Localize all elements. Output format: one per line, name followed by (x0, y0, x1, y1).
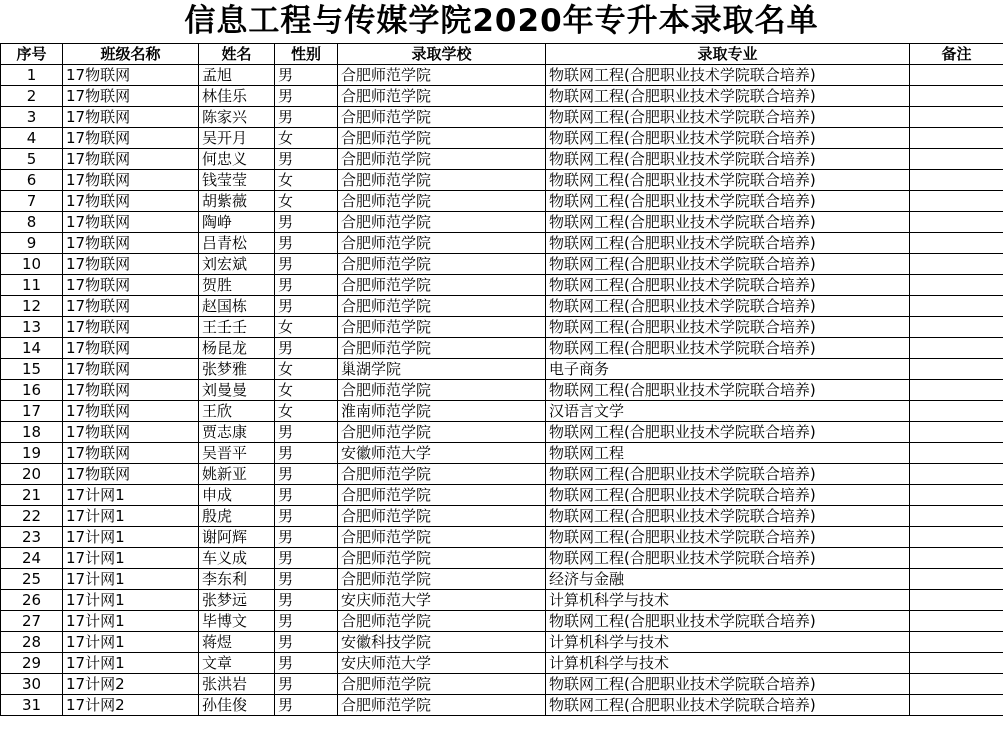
table-row (1, 611, 1003, 632)
cell-index[interactable]: 8 (1, 212, 63, 233)
admission-table (0, 43, 1003, 716)
cell-class[interactable]: 17物联网 (63, 65, 199, 86)
cell-remark[interactable] (910, 485, 1003, 506)
table-row (1, 590, 1003, 611)
cell-index[interactable]: 12 (1, 296, 63, 317)
cell-name[interactable]: 李东利 (199, 569, 275, 590)
cell-major[interactable]: 计算机科学与技术 (546, 590, 910, 611)
cell-gender[interactable]: 女 (275, 380, 338, 401)
cell-name[interactable]: 刘曼曼 (199, 380, 275, 401)
cell-gender[interactable]: 男 (275, 296, 338, 317)
cell-school[interactable]: 合肥师范学院 (338, 527, 546, 548)
cell-class[interactable]: 17计网2 (63, 674, 199, 695)
table-row (1, 653, 1003, 674)
cell-gender[interactable]: 女 (275, 317, 338, 338)
cell-school[interactable]: 合肥师范学院 (338, 212, 546, 233)
cell-name[interactable]: 毕博文 (199, 611, 275, 632)
cell-index[interactable]: 26 (1, 590, 63, 611)
cell-name[interactable]: 贾志康 (199, 422, 275, 443)
cell-name[interactable]: 贺胜 (199, 275, 275, 296)
cell-index[interactable]: 30 (1, 674, 63, 695)
cell-major[interactable]: 电子商务 (546, 359, 910, 380)
cell-name[interactable]: 孟旭 (199, 65, 275, 86)
cell-school[interactable]: 合肥师范学院 (338, 338, 546, 359)
cell-gender[interactable]: 女 (275, 191, 338, 212)
cell-gender[interactable]: 男 (275, 527, 338, 548)
table-row (1, 422, 1003, 443)
table-row (1, 107, 1003, 128)
cell-major[interactable]: 物联网工程(合肥职业技术学院联合培养) (546, 65, 910, 86)
cell-class[interactable]: 17计网1 (63, 569, 199, 590)
cell-major[interactable]: 物联网工程(合肥职业技术学院联合培养) (546, 674, 910, 695)
cell-major[interactable]: 物联网工程(合肥职业技术学院联合培养) (546, 296, 910, 317)
table-row (1, 569, 1003, 590)
cell-class[interactable]: 17计网1 (63, 548, 199, 569)
cell-school[interactable]: 合肥师范学院 (338, 695, 546, 716)
cell-remark[interactable] (910, 128, 1003, 149)
cell-gender[interactable]: 男 (275, 485, 338, 506)
cell-index[interactable]: 3 (1, 107, 63, 128)
cell-gender[interactable]: 男 (275, 107, 338, 128)
cell-class[interactable]: 17物联网 (63, 128, 199, 149)
cell-major[interactable]: 物联网工程(合肥职业技术学院联合培养) (546, 149, 910, 170)
cell-name[interactable]: 刘宏斌 (199, 254, 275, 275)
cell-index[interactable]: 19 (1, 443, 63, 464)
cell-class[interactable]: 17物联网 (63, 317, 199, 338)
cell-school[interactable]: 合肥师范学院 (338, 485, 546, 506)
table-body (1, 65, 1003, 716)
cell-class[interactable]: 17计网1 (63, 611, 199, 632)
cell-gender[interactable]: 男 (275, 149, 338, 170)
cell-index[interactable]: 22 (1, 506, 63, 527)
cell-name[interactable]: 孙佳俊 (199, 695, 275, 716)
cell-major[interactable]: 物联网工程(合肥职业技术学院联合培养) (546, 128, 910, 149)
cell-remark[interactable] (910, 443, 1003, 464)
cell-remark[interactable] (910, 527, 1003, 548)
cell-major[interactable]: 物联网工程(合肥职业技术学院联合培养) (546, 170, 910, 191)
cell-major[interactable]: 物联网工程(合肥职业技术学院联合培养) (546, 275, 910, 296)
cell-index[interactable]: 2 (1, 86, 63, 107)
table-row (1, 275, 1003, 296)
cell-gender[interactable]: 女 (275, 170, 338, 191)
cell-gender[interactable]: 男 (275, 695, 338, 716)
cell-index[interactable]: 5 (1, 149, 63, 170)
cell-remark[interactable] (910, 212, 1003, 233)
cell-remark[interactable] (910, 65, 1003, 86)
cell-school[interactable]: 合肥师范学院 (338, 254, 546, 275)
cell-school[interactable]: 安徽师范大学 (338, 443, 546, 464)
cell-class[interactable]: 17物联网 (63, 359, 199, 380)
cell-major[interactable]: 物联网工程(合肥职业技术学院联合培养) (546, 380, 910, 401)
cell-gender[interactable]: 女 (275, 359, 338, 380)
cell-class[interactable]: 17物联网 (63, 275, 199, 296)
cell-remark[interactable] (910, 674, 1003, 695)
table-row (1, 233, 1003, 254)
cell-gender[interactable]: 男 (275, 338, 338, 359)
cell-remark[interactable] (910, 296, 1003, 317)
cell-remark[interactable] (910, 338, 1003, 359)
cell-class[interactable]: 17计网2 (63, 695, 199, 716)
cell-index[interactable]: 25 (1, 569, 63, 590)
cell-gender[interactable]: 男 (275, 275, 338, 296)
header-cell-class[interactable]: 班级名称 (63, 44, 199, 65)
cell-major[interactable]: 物联网工程(合肥职业技术学院联合培养) (546, 527, 910, 548)
table-row (1, 338, 1003, 359)
table-row (1, 443, 1003, 464)
cell-gender[interactable]: 男 (275, 443, 338, 464)
cell-remark[interactable] (910, 149, 1003, 170)
cell-index[interactable]: 10 (1, 254, 63, 275)
cell-name[interactable]: 车义成 (199, 548, 275, 569)
cell-index[interactable]: 20 (1, 464, 63, 485)
cell-major[interactable]: 物联网工程(合肥职业技术学院联合培养) (546, 317, 910, 338)
page-title: 信息工程与传媒学院2020年专升本录取名单 (184, 3, 819, 39)
cell-remark[interactable] (910, 86, 1003, 107)
cell-gender[interactable]: 男 (275, 548, 338, 569)
cell-class[interactable]: 17计网1 (63, 590, 199, 611)
cell-school[interactable]: 合肥师范学院 (338, 149, 546, 170)
header-cell-name[interactable]: 姓名 (199, 44, 275, 65)
cell-major[interactable]: 物联网工程(合肥职业技术学院联合培养) (546, 506, 910, 527)
cell-school[interactable]: 安庆师范大学 (338, 653, 546, 674)
cell-name[interactable]: 杨昆龙 (199, 338, 275, 359)
cell-remark[interactable] (910, 464, 1003, 485)
cell-gender[interactable]: 男 (275, 674, 338, 695)
cell-name[interactable]: 殷虎 (199, 506, 275, 527)
cell-major[interactable]: 物联网工程(合肥职业技术学院联合培养) (546, 107, 910, 128)
cell-class[interactable]: 17物联网 (63, 170, 199, 191)
table-row (1, 527, 1003, 548)
cell-class[interactable]: 17物联网 (63, 254, 199, 275)
cell-name[interactable]: 吕青松 (199, 233, 275, 254)
cell-school[interactable]: 合肥师范学院 (338, 296, 546, 317)
cell-index[interactable]: 21 (1, 485, 63, 506)
table-row (1, 380, 1003, 401)
cell-gender[interactable]: 男 (275, 611, 338, 632)
cell-remark[interactable] (910, 233, 1003, 254)
cell-school[interactable]: 合肥师范学院 (338, 233, 546, 254)
cell-name[interactable]: 胡紫薇 (199, 191, 275, 212)
cell-remark[interactable] (910, 170, 1003, 191)
cell-school[interactable]: 合肥师范学院 (338, 674, 546, 695)
cell-gender[interactable]: 女 (275, 128, 338, 149)
table-row (1, 212, 1003, 233)
cell-index[interactable]: 13 (1, 317, 63, 338)
cell-remark[interactable] (910, 107, 1003, 128)
cell-major[interactable]: 物联网工程(合肥职业技术学院联合培养) (546, 548, 910, 569)
header-cell-major[interactable]: 录取专业 (546, 44, 910, 65)
cell-major[interactable]: 物联网工程(合肥职业技术学院联合培养) (546, 611, 910, 632)
cell-school[interactable]: 合肥师范学院 (338, 128, 546, 149)
cell-gender[interactable]: 男 (275, 464, 338, 485)
cell-name[interactable]: 林佳乐 (199, 86, 275, 107)
cell-index[interactable]: 23 (1, 527, 63, 548)
cell-gender[interactable]: 男 (275, 86, 338, 107)
table-row (1, 506, 1003, 527)
table-row (1, 464, 1003, 485)
table-row (1, 674, 1003, 695)
cell-major[interactable]: 物联网工程 (546, 443, 910, 464)
cell-school[interactable]: 合肥师范学院 (338, 275, 546, 296)
header-cell-school[interactable]: 录取学校 (338, 44, 546, 65)
cell-index[interactable]: 9 (1, 233, 63, 254)
cell-gender[interactable]: 男 (275, 422, 338, 443)
cell-remark[interactable] (910, 254, 1003, 275)
cell-school[interactable]: 安徽科技学院 (338, 632, 546, 653)
cell-major[interactable]: 物联网工程(合肥职业技术学院联合培养) (546, 191, 910, 212)
cell-index[interactable]: 17 (1, 401, 63, 422)
cell-school[interactable]: 合肥师范学院 (338, 107, 546, 128)
cell-school[interactable]: 巢湖学院 (338, 359, 546, 380)
cell-remark[interactable] (910, 611, 1003, 632)
cell-school[interactable]: 合肥师范学院 (338, 86, 546, 107)
cell-gender[interactable]: 男 (275, 569, 338, 590)
cell-name[interactable]: 吴晋平 (199, 443, 275, 464)
cell-name[interactable]: 文章 (199, 653, 275, 674)
cell-remark[interactable] (910, 422, 1003, 443)
cell-major[interactable]: 计算机科学与技术 (546, 632, 910, 653)
cell-name[interactable]: 王壬壬 (199, 317, 275, 338)
cell-remark[interactable] (910, 191, 1003, 212)
table-row (1, 548, 1003, 569)
cell-name[interactable]: 姚新亚 (199, 464, 275, 485)
cell-major[interactable]: 物联网工程(合肥职业技术学院联合培养) (546, 695, 910, 716)
cell-class[interactable]: 17物联网 (63, 401, 199, 422)
cell-class[interactable]: 17物联网 (63, 464, 199, 485)
cell-school[interactable]: 合肥师范学院 (338, 548, 546, 569)
cell-remark[interactable] (910, 380, 1003, 401)
cell-index[interactable]: 31 (1, 695, 63, 716)
cell-gender[interactable]: 男 (275, 254, 338, 275)
cell-gender[interactable]: 男 (275, 233, 338, 254)
cell-remark[interactable] (910, 632, 1003, 653)
cell-class[interactable]: 17物联网 (63, 422, 199, 443)
cell-index[interactable]: 18 (1, 422, 63, 443)
cell-gender[interactable]: 男 (275, 65, 338, 86)
cell-major[interactable]: 计算机科学与技术 (546, 653, 910, 674)
cell-class[interactable]: 17物联网 (63, 107, 199, 128)
cell-name[interactable]: 蒋煜 (199, 632, 275, 653)
table-row (1, 170, 1003, 191)
cell-name[interactable]: 钱莹莹 (199, 170, 275, 191)
cell-class[interactable]: 17物联网 (63, 212, 199, 233)
cell-gender[interactable]: 男 (275, 632, 338, 653)
cell-major[interactable]: 物联网工程(合肥职业技术学院联合培养) (546, 212, 910, 233)
cell-class[interactable]: 17计网1 (63, 632, 199, 653)
cell-index[interactable]: 27 (1, 611, 63, 632)
cell-major[interactable]: 汉语言文学 (546, 401, 910, 422)
cell-gender[interactable]: 女 (275, 401, 338, 422)
cell-major[interactable]: 物联网工程(合肥职业技术学院联合培养) (546, 422, 910, 443)
cell-class[interactable]: 17计网1 (63, 485, 199, 506)
cell-name[interactable]: 吴开月 (199, 128, 275, 149)
cell-index[interactable]: 28 (1, 632, 63, 653)
cell-school[interactable]: 合肥师范学院 (338, 422, 546, 443)
cell-class[interactable]: 17物联网 (63, 338, 199, 359)
cell-gender[interactable]: 男 (275, 212, 338, 233)
cell-index[interactable]: 4 (1, 128, 63, 149)
cell-index[interactable]: 14 (1, 338, 63, 359)
cell-school[interactable]: 合肥师范学院 (338, 569, 546, 590)
table-row (1, 86, 1003, 107)
cell-school[interactable]: 合肥师范学院 (338, 317, 546, 338)
cell-school[interactable]: 安庆师范大学 (338, 590, 546, 611)
header-cell-remark[interactable]: 备注 (910, 44, 1003, 65)
cell-class[interactable]: 17物联网 (63, 380, 199, 401)
cell-name[interactable]: 陈家兴 (199, 107, 275, 128)
cell-class[interactable]: 17计网1 (63, 527, 199, 548)
cell-major[interactable]: 物联网工程(合肥职业技术学院联合培养) (546, 86, 910, 107)
table-row (1, 296, 1003, 317)
cell-name[interactable]: 何忠义 (199, 149, 275, 170)
cell-class[interactable]: 17物联网 (63, 233, 199, 254)
table-row (1, 65, 1003, 86)
cell-index[interactable]: 7 (1, 191, 63, 212)
cell-index[interactable]: 24 (1, 548, 63, 569)
cell-remark[interactable] (910, 401, 1003, 422)
cell-name[interactable]: 谢阿辉 (199, 527, 275, 548)
cell-remark[interactable] (910, 359, 1003, 380)
cell-major[interactable]: 物联网工程(合肥职业技术学院联合培养) (546, 254, 910, 275)
cell-school[interactable]: 合肥师范学院 (338, 65, 546, 86)
cell-name[interactable]: 申成 (199, 485, 275, 506)
cell-remark[interactable] (910, 590, 1003, 611)
cell-school[interactable]: 合肥师范学院 (338, 611, 546, 632)
cell-school[interactable]: 合肥师范学院 (338, 191, 546, 212)
table-row (1, 632, 1003, 653)
cell-remark[interactable] (910, 317, 1003, 338)
cell-major[interactable]: 物联网工程(合肥职业技术学院联合培养) (546, 233, 910, 254)
cell-gender[interactable]: 男 (275, 590, 338, 611)
cell-remark[interactable] (910, 653, 1003, 674)
cell-gender[interactable]: 男 (275, 653, 338, 674)
cell-name[interactable]: 张梦雅 (199, 359, 275, 380)
cell-school[interactable]: 合肥师范学院 (338, 380, 546, 401)
table-row (1, 149, 1003, 170)
header-row (1, 44, 1003, 65)
header-cell-index[interactable]: 序号 (1, 44, 63, 65)
cell-remark[interactable] (910, 506, 1003, 527)
cell-class[interactable]: 17物联网 (63, 296, 199, 317)
table-row (1, 317, 1003, 338)
cell-class[interactable]: 17计网1 (63, 653, 199, 674)
cell-class[interactable]: 17物联网 (63, 86, 199, 107)
header-cell-gender[interactable]: 性别 (275, 44, 338, 65)
cell-school[interactable]: 合肥师范学院 (338, 506, 546, 527)
cell-class[interactable]: 17物联网 (63, 149, 199, 170)
cell-remark[interactable] (910, 695, 1003, 716)
cell-class[interactable]: 17计网1 (63, 506, 199, 527)
table-row (1, 191, 1003, 212)
cell-index[interactable]: 29 (1, 653, 63, 674)
cell-name[interactable]: 王欣 (199, 401, 275, 422)
table-row (1, 695, 1003, 716)
cell-index[interactable]: 11 (1, 275, 63, 296)
cell-index[interactable]: 16 (1, 380, 63, 401)
cell-index[interactable]: 6 (1, 170, 63, 191)
table-row (1, 359, 1003, 380)
cell-gender[interactable]: 男 (275, 506, 338, 527)
cell-index[interactable]: 15 (1, 359, 63, 380)
cell-name[interactable]: 张梦远 (199, 590, 275, 611)
cell-major[interactable]: 物联网工程(合肥职业技术学院联合培养) (546, 464, 910, 485)
table-row (1, 485, 1003, 506)
cell-class[interactable]: 17物联网 (63, 443, 199, 464)
cell-class[interactable]: 17物联网 (63, 191, 199, 212)
cell-school[interactable]: 淮南师范学院 (338, 401, 546, 422)
cell-school[interactable]: 合肥师范学院 (338, 464, 546, 485)
cell-major[interactable]: 物联网工程(合肥职业技术学院联合培养) (546, 338, 910, 359)
table-row (1, 401, 1003, 422)
table-row (1, 128, 1003, 149)
table-row (1, 254, 1003, 275)
cell-remark[interactable] (910, 275, 1003, 296)
cell-major[interactable]: 物联网工程(合肥职业技术学院联合培养) (546, 485, 910, 506)
cell-name[interactable]: 陶峥 (199, 212, 275, 233)
cell-name[interactable]: 赵国栋 (199, 296, 275, 317)
cell-school[interactable]: 合肥师范学院 (338, 170, 546, 191)
cell-remark[interactable] (910, 569, 1003, 590)
cell-major[interactable]: 经济与金融 (546, 569, 910, 590)
cell-name[interactable]: 张洪岩 (199, 674, 275, 695)
cell-remark[interactable] (910, 548, 1003, 569)
cell-index[interactable]: 1 (1, 65, 63, 86)
